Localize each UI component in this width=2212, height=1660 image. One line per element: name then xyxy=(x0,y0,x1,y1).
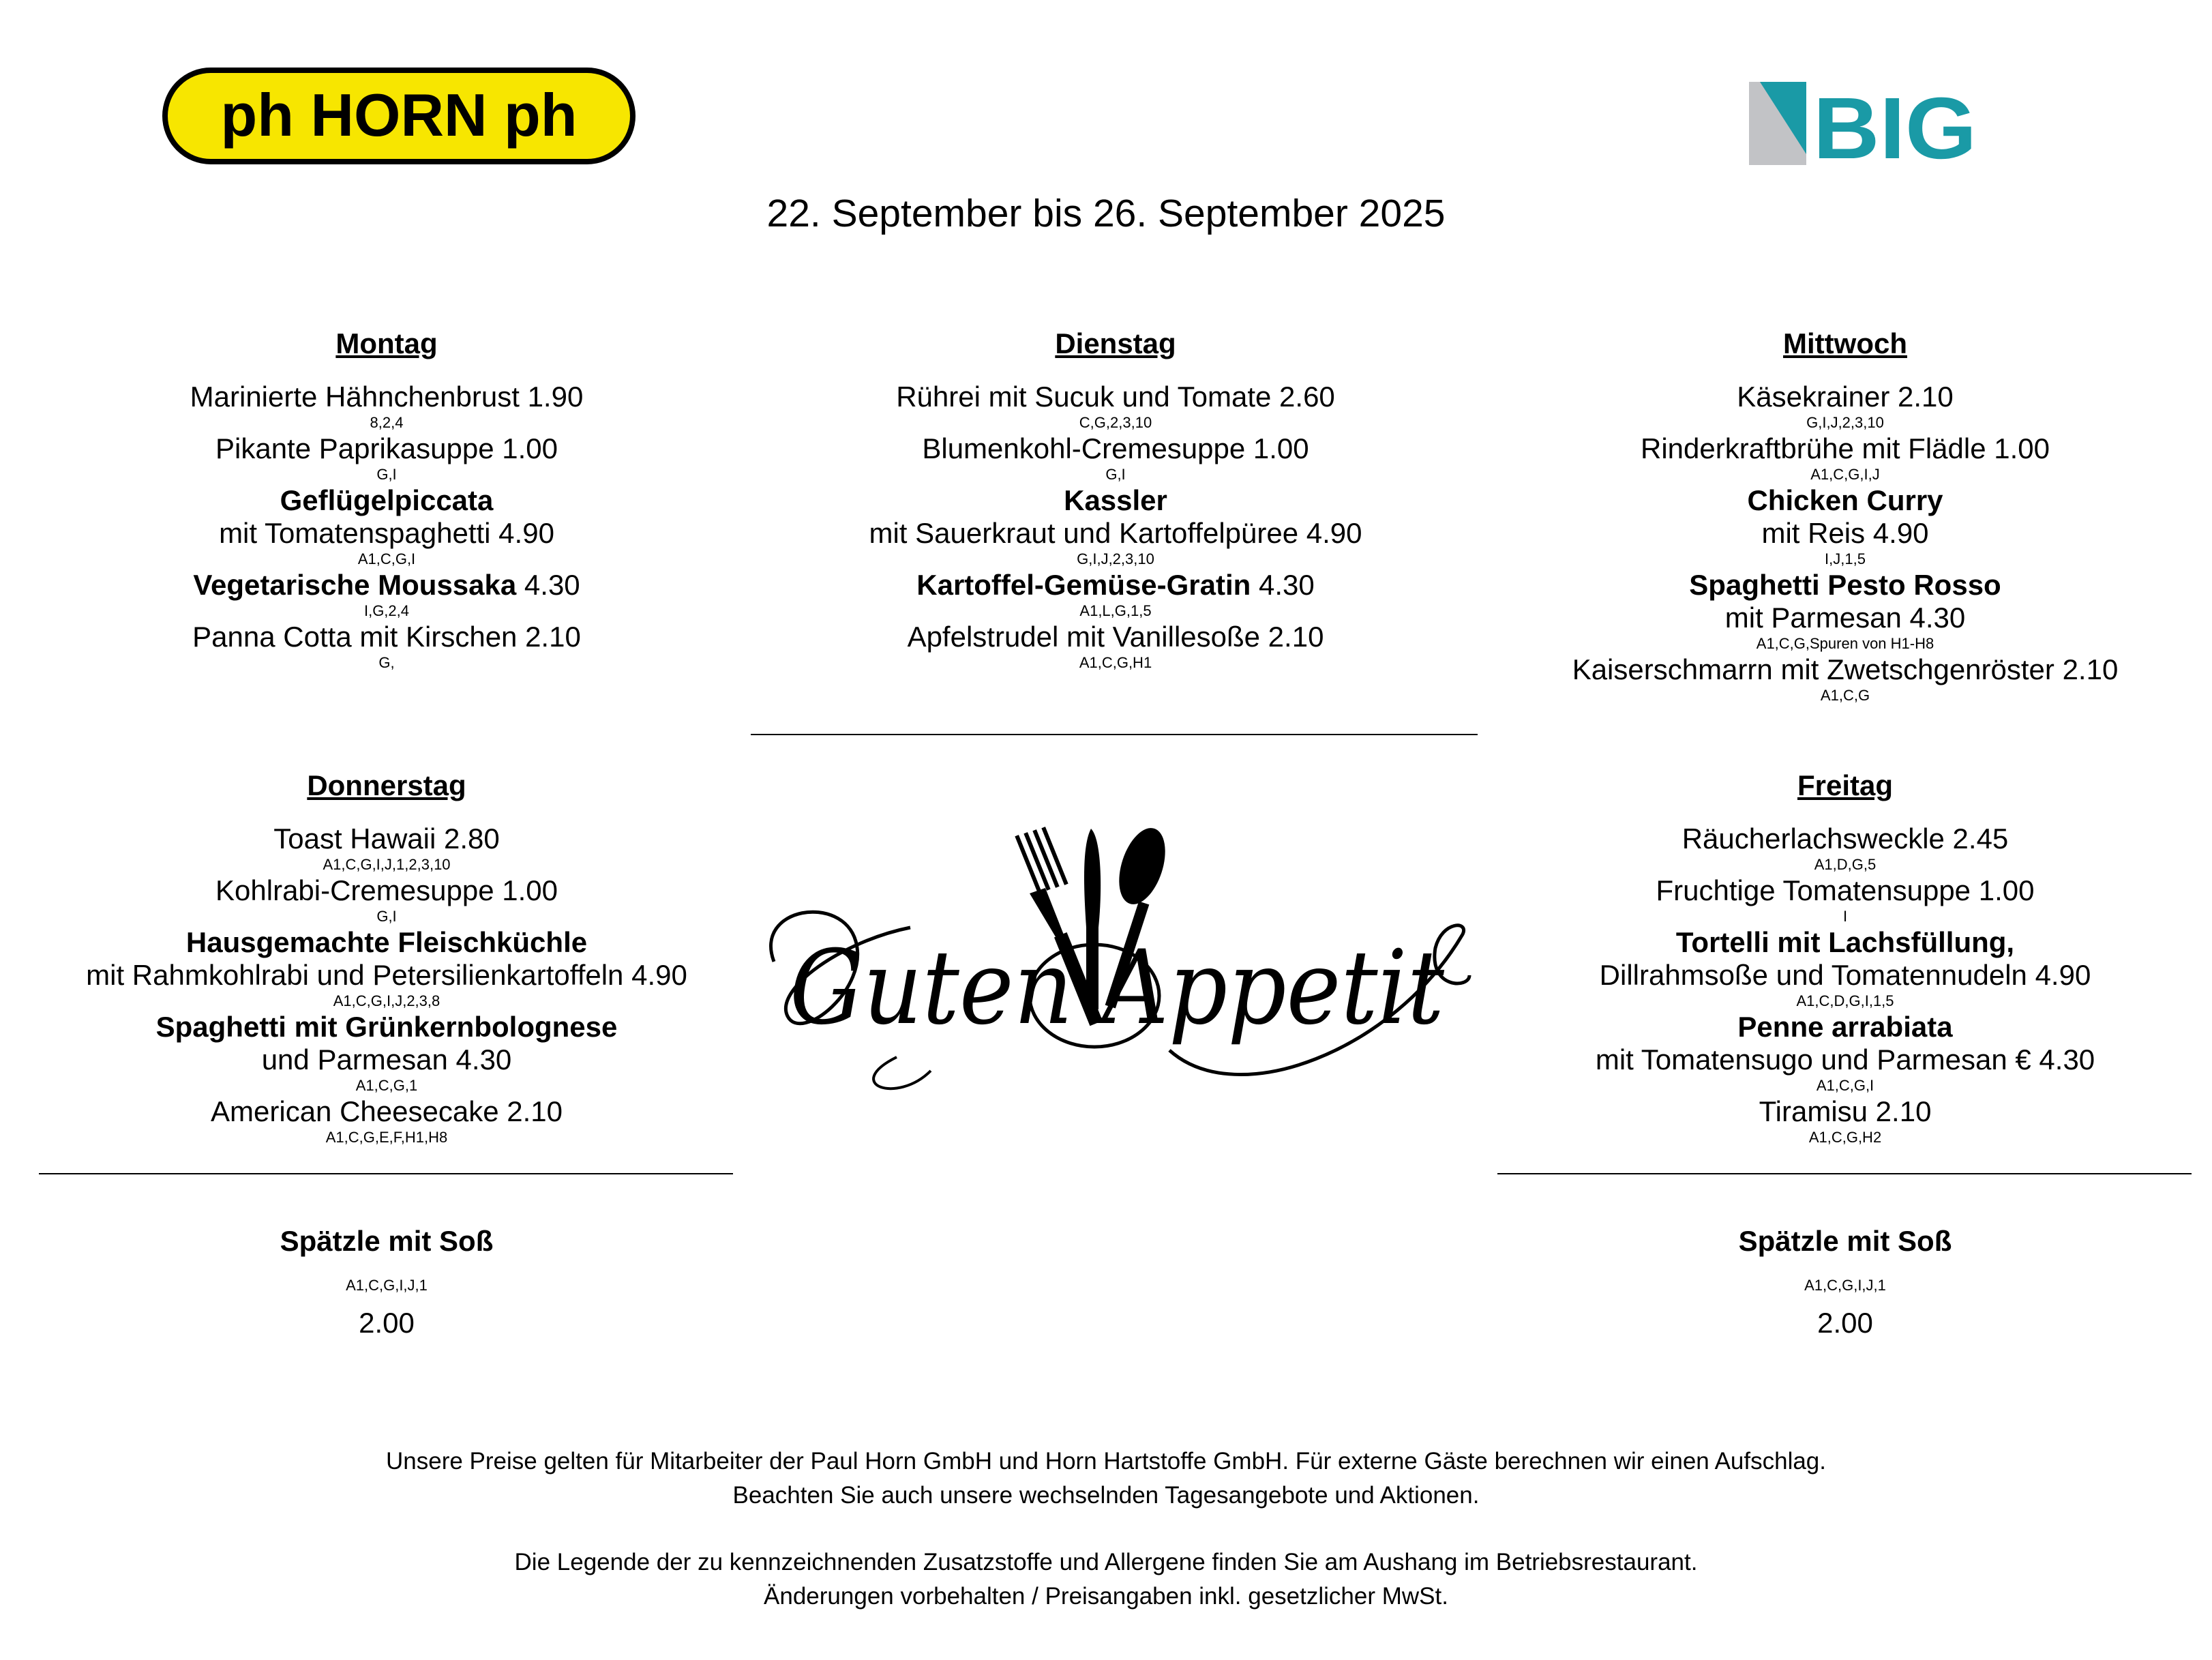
footer-line: Die Legende der zu kennzeichnenden Zusatzstoffe und Allergene finden Sie am Aushang im Betriebsrestaurant. xyxy=(514,1549,1698,1575)
divider-rule xyxy=(751,734,1478,735)
menu-item: mit Rahmkohlrabi und Petersilienkartoffeln 4.90 xyxy=(86,959,687,991)
menu-item: und Parmesan 4.30 xyxy=(261,1043,512,1076)
side-dish-name: Spätzle mit Soß xyxy=(280,1225,494,1257)
footer-notice xyxy=(0,1444,2212,1513)
footer-line: Änderungen vorbehalten / Preisangaben inkl. gesetzlicher MwSt. xyxy=(764,1583,1448,1610)
menu-item: Käsekrainer 2.10 xyxy=(1737,381,1954,413)
allergen-codes: A1,C,D,G,I,1,5 xyxy=(1796,992,1894,1009)
menu-item-price: 4.30 xyxy=(516,569,580,601)
day-donnerstag xyxy=(46,769,728,1147)
big-logo-text: BIG xyxy=(1813,82,1977,165)
menu-item: Fruchtige Tomatensuppe 1.00 xyxy=(1656,874,2035,906)
menu-item: mit Tomatenspaghetti 4.90 xyxy=(219,517,554,549)
menu-item-price: 4.30 xyxy=(1251,569,1315,601)
allergen-codes: A1,L,G,1,5 xyxy=(1079,602,1152,619)
allergen-codes: G,I,J,2,3,10 xyxy=(1077,550,1154,567)
menu-item: mit Tomatensugo und Parmesan € 4.30 xyxy=(1595,1043,2095,1076)
day-heading: Freitag xyxy=(1797,769,1894,801)
menu-item: American Cheesecake 2.10 xyxy=(211,1095,563,1127)
allergen-codes: G, xyxy=(378,654,395,671)
divider-rule xyxy=(1497,1173,2192,1174)
allergen-codes: A1,C,G,I xyxy=(357,550,416,567)
menu-item: Rinderkraftbrühe mit Flädle 1.00 xyxy=(1641,432,2050,464)
side-dish-name: Spätzle mit Soß xyxy=(1738,1225,1952,1257)
day-dienstag xyxy=(775,327,1456,672)
menu-item: Dillrahmsoße und Tomatennudeln 4.90 xyxy=(1599,959,2091,991)
big-logo xyxy=(1749,82,1981,165)
menu-item xyxy=(46,569,728,602)
side-dish-allergens: A1,C,G,I,J,1 xyxy=(346,1277,428,1294)
menu-item xyxy=(775,569,1456,602)
allergen-codes: G,I xyxy=(1105,466,1126,483)
menu-item: Kassler xyxy=(1064,484,1167,516)
day-freitag xyxy=(1504,769,2186,1147)
side-dish-price: 2.00 xyxy=(1817,1307,1873,1339)
menu-item: mit Parmesan 4.30 xyxy=(1724,602,1966,634)
menu-item: mit Reis 4.90 xyxy=(1761,517,1929,549)
day-montag xyxy=(46,327,728,672)
allergen-codes: I xyxy=(1842,908,1848,925)
date-range-title: 22. September bis 26. September 2025 xyxy=(766,192,1446,235)
footer-line: Unsere Preise gelten für Mitarbeiter der Paul Horn GmbH und Horn Hartstoffe GmbH. Für externe Gäste berechnen wir einen Aufschlag. xyxy=(385,1448,1826,1474)
divider-rule xyxy=(39,1173,733,1174)
day-heading: Mittwoch xyxy=(1783,327,1907,359)
side-dish-price: 2.00 xyxy=(359,1307,415,1339)
menu-item: Apfelstrudel mit Vanillesoße 2.10 xyxy=(907,621,1324,653)
allergen-codes: A1,C,G,I xyxy=(1816,1077,1874,1094)
menu-item-name: Vegetarische Moussaka xyxy=(193,569,517,601)
day-heading: Montag xyxy=(335,327,438,359)
menu-item: Penne arrabiata xyxy=(1737,1011,1953,1043)
menu-item: Spaghetti mit Grünkernbolognese xyxy=(155,1011,618,1043)
menu-item: Kaiserschmarrn mit Zwetschgenröster 2.10 xyxy=(1572,653,2119,685)
menu-item: Tortelli mit Lachsfüllung, xyxy=(1675,926,2015,958)
menu-item-name: Kartoffel-Gemüse-Gratin xyxy=(916,569,1251,601)
day-heading: Dienstag xyxy=(1055,327,1176,359)
side-dish-left xyxy=(46,1225,728,1339)
menu-item: Spaghetti Pesto Rosso xyxy=(1689,569,2001,601)
guten-appetit-graphic xyxy=(760,825,1473,1105)
menu-item: Geflügelpiccata xyxy=(280,484,494,516)
allergen-codes: C,G,2,3,10 xyxy=(1079,414,1152,431)
menu-item: Pikante Paprikasuppe 1.00 xyxy=(215,432,558,464)
allergen-codes: A1,C,G,I,J,2,3,8 xyxy=(333,992,440,1009)
menu-item: mit Sauerkraut und Kartoffelpüree 4.90 xyxy=(869,517,1362,549)
menu-item: Toast Hawaii 2.80 xyxy=(273,822,500,855)
menu-item: Rührei mit Sucuk und Tomate 2.60 xyxy=(896,381,1335,413)
allergen-codes: 8,2,4 xyxy=(370,414,404,431)
allergen-codes: A1,C,G,I,J xyxy=(1810,466,1880,483)
allergen-codes: A1,C,G,H2 xyxy=(1808,1129,1882,1146)
allergen-codes: A1,C,G,1 xyxy=(355,1077,418,1094)
footer-legend xyxy=(0,1545,2212,1614)
allergen-codes: A1,D,G,5 xyxy=(1814,856,1877,873)
guten-appetit-text: Guten Appetit xyxy=(790,929,1445,1048)
allergen-codes: A1,C,G,I,J,1,2,3,10 xyxy=(323,856,451,873)
allergen-codes: I,G,2,4 xyxy=(363,602,410,619)
day-mittwoch xyxy=(1504,327,2186,705)
allergen-codes: I,J,1,5 xyxy=(1825,550,1866,567)
allergen-codes: A1,C,G,H1 xyxy=(1079,654,1152,671)
menu-item: Panna Cotta mit Kirschen 2.10 xyxy=(192,621,581,653)
allergen-codes: G,I xyxy=(376,466,397,483)
allergen-codes: G,I xyxy=(376,908,397,925)
menu-item: Marinierte Hähnchenbrust 1.90 xyxy=(190,381,584,413)
footer-line: Beachten Sie auch unsere wechselnden Tagesangebote und Aktionen. xyxy=(732,1482,1480,1509)
menu-item: Kohlrabi-Cremesuppe 1.00 xyxy=(215,874,558,906)
side-dish-allergens: A1,C,G,I,J,1 xyxy=(1804,1277,1886,1294)
allergen-codes: A1,C,G,E,F,H1,H8 xyxy=(325,1129,448,1146)
horn-logo-text: ph HORN ph xyxy=(220,81,578,149)
allergen-codes: G,I,J,2,3,10 xyxy=(1806,414,1884,431)
horn-logo xyxy=(162,68,636,164)
menu-item: Tiramisu 2.10 xyxy=(1759,1095,1932,1127)
allergen-codes: A1,C,G,Spuren von H1-H8 xyxy=(1756,635,1934,652)
day-heading: Donnerstag xyxy=(307,769,466,801)
menu-item: Hausgemachte Fleischküchle xyxy=(185,926,588,958)
menu-item: Blumenkohl-Cremesuppe 1.00 xyxy=(922,432,1309,464)
menu-item: Räucherlachsweckle 2.45 xyxy=(1682,822,2009,855)
allergen-codes: A1,C,G xyxy=(1820,687,1870,704)
side-dish-right xyxy=(1504,1225,2186,1339)
menu-item: Chicken Curry xyxy=(1747,484,1943,516)
